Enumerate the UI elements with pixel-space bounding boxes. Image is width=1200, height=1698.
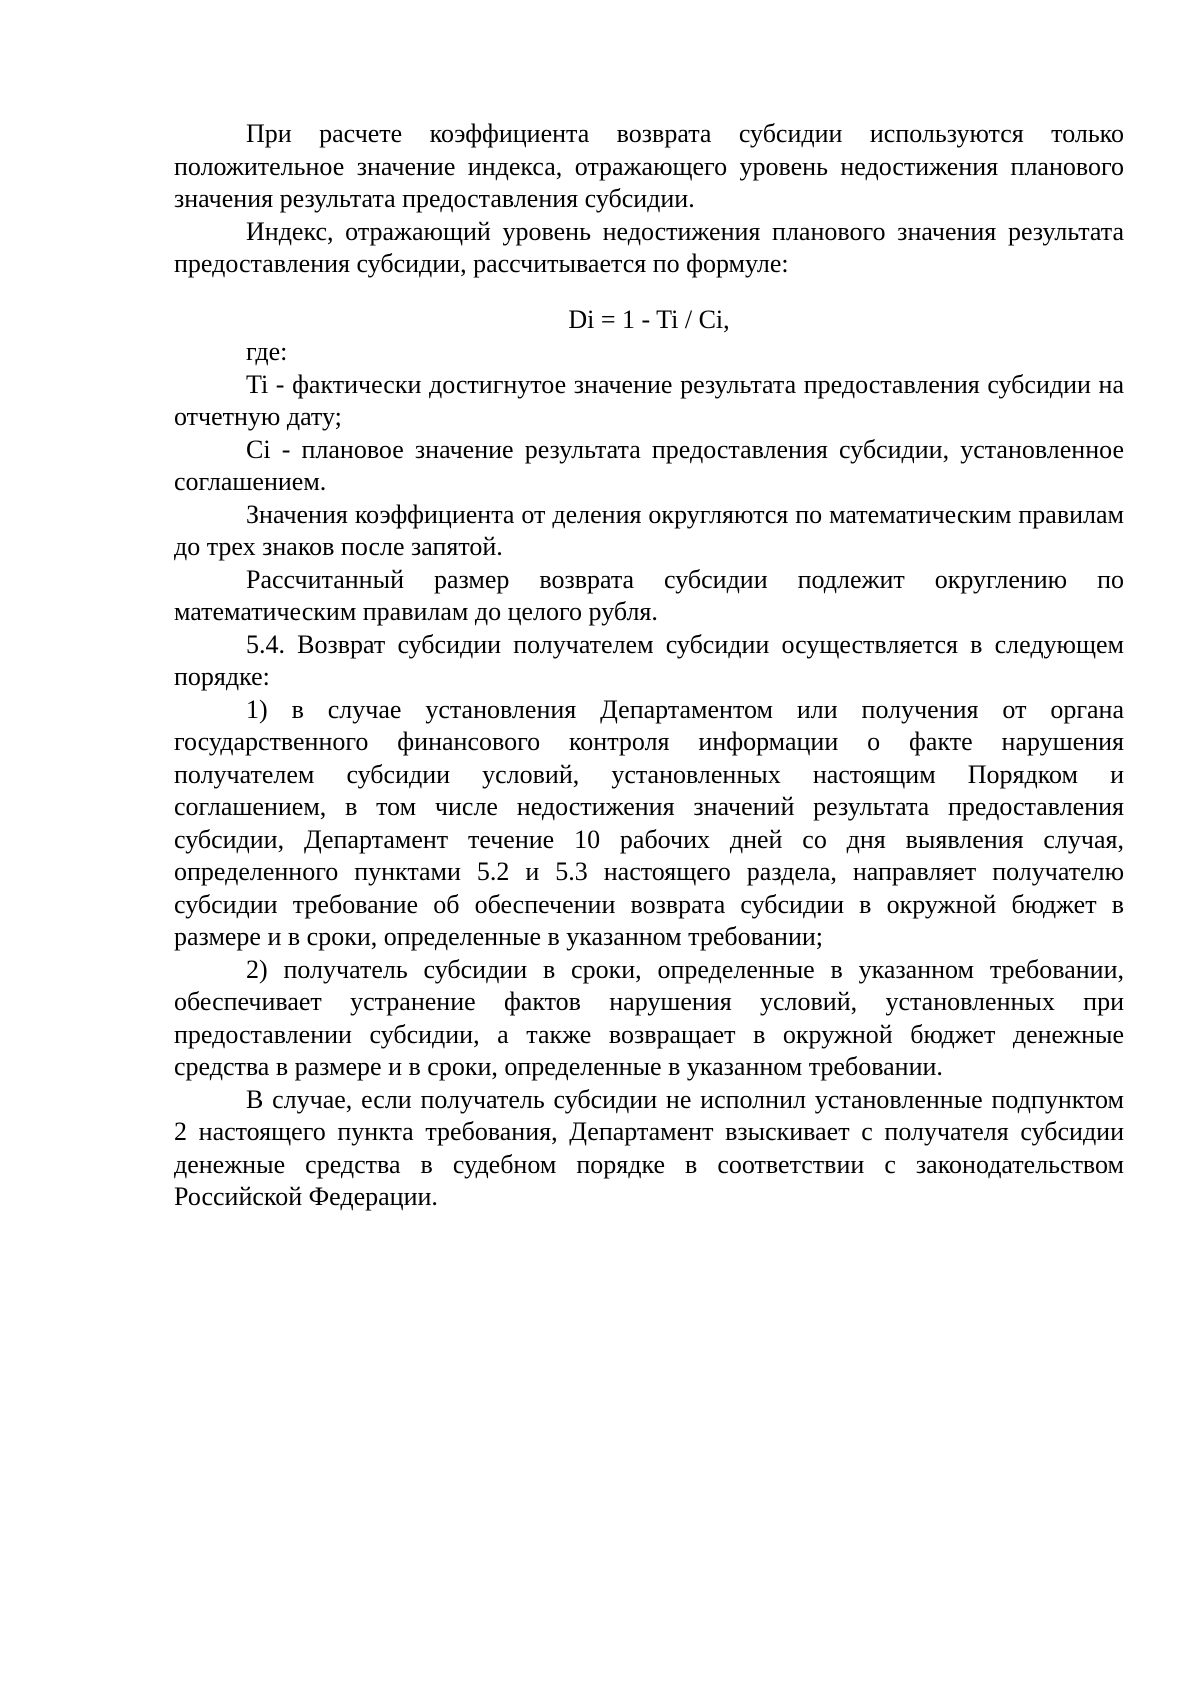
document-page xyxy=(174,118,1124,1214)
paragraph-item-2: 2) получатель субсидии в сроки, определенные в указанном требовании, обеспечивает устранение фактов нарушения условий, установленных при предоставлении субсидии, а также возвращает в окружной бюджет денежные средства в размере и в сроки, определенные в указанном требовании. xyxy=(174,954,1124,1081)
paragraph-rounding-amount: Рассчитанный размер возврата субсидии подлежит округлению по математическим правилам до целого рубля. xyxy=(174,564,1124,626)
paragraph-index-definition: Индекс, отражающий уровень недостижения планового значения результата предоставления субсидии, рассчитывается по формуле: xyxy=(174,216,1124,278)
paragraph-ci-definition: Ci - плановое значение результата предоставления субсидии, установленное соглашением. xyxy=(174,434,1124,496)
formula: Di = 1 - Ti / Ci, xyxy=(568,304,730,334)
paragraph-coefficient-usage: При расчете коэффициента возврата субсидии используются только положительное значение индекса, отражающего уровень недостижения планового значения результата предоставления субсидии. xyxy=(174,119,1124,213)
paragraph-rounding-coefficient: Значения коэффициента от деления округляются по математическим правилам до трех знаков после запятой. xyxy=(174,499,1124,561)
paragraph-section-5-4: 5.4. Возврат субсидии получателем субсидии осуществляется в следующем порядке: xyxy=(174,629,1124,691)
paragraph-ti-definition: Ti - фактически достигнутое значение результата предоставления субсидии на отчетную дату; xyxy=(174,369,1124,431)
paragraph-item-1: 1) в случае установления Департаментом или получения от органа государственного финансового контроля информации о факте нарушения получателем субсидии условий, установленных настоящим Порядком и соглашением, в том числе недостижения значений результата предоставления субсидии, Департамент течение 10 рабочих дней со дня выявления случая, определенного пунктами 5.2 и 5.3 настоящего раздела, направляет получателю субсидии требование об обеспечении возврата субсидии в окружной бюджет в размере и в сроки, определенные в указанном требовании; xyxy=(174,694,1124,951)
paragraph-court-recovery: В случае, если получатель субсидии не исполнил установленные подпунктом 2 настоящего пункта требования, Департамент взыскивает с получателя субсидии денежные средства в судебном порядке в соответствии с законодательством Российской Федерации. xyxy=(174,1084,1124,1211)
where-label: где: xyxy=(246,337,288,366)
